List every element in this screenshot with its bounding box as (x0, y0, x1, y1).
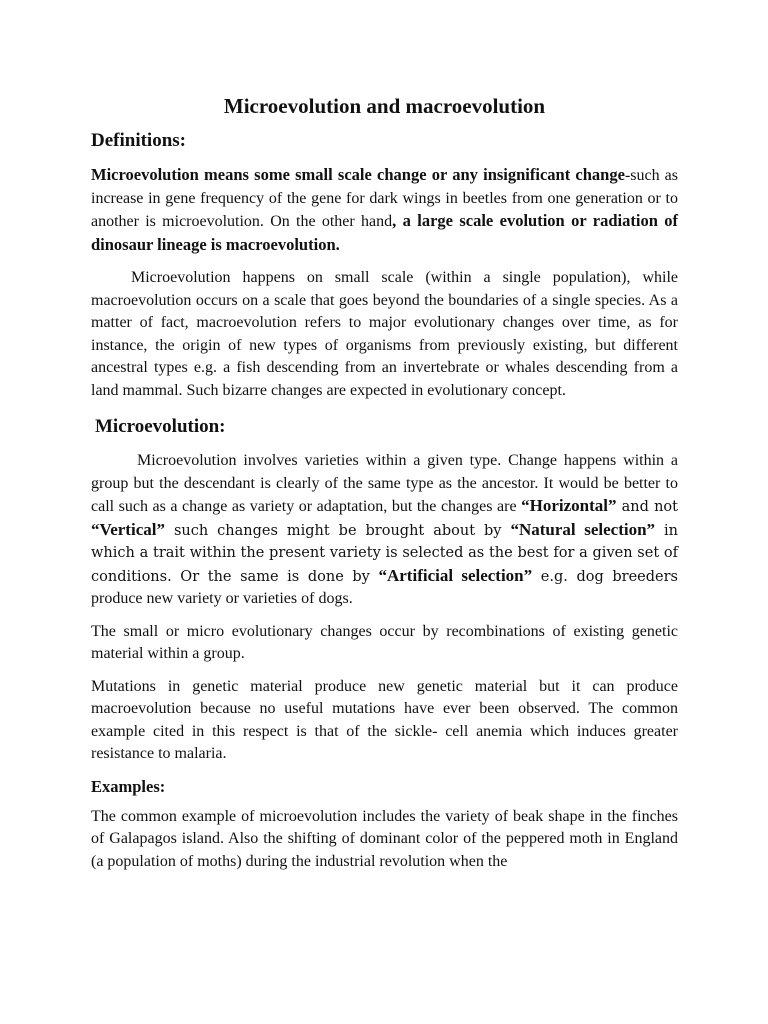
document-page (91, 92, 678, 883)
definitions-heading: Definitions: (91, 130, 186, 151)
microevolution-paragraph-3: Mutations in genetic material produce new genetic material but it can produce macroevolution because no useful mutations have ever been observed. The common example cited in this respect is that of the sickle- cell anemia which induces greater resistance to malaria. (91, 677, 678, 762)
term-natural-selection: “Natural selection” (510, 519, 656, 539)
microevolution-p1-mid: such changes might be brought about by (164, 522, 511, 539)
term-vertical: “Vertical” (91, 519, 165, 539)
microevolution-p1-eg: e.g. dog breeders (532, 568, 678, 585)
examples-heading: Examples: (91, 776, 166, 796)
page-title: Microevolution and macroevolution (223, 94, 546, 118)
definitions-paragraph (91, 164, 678, 257)
definition-microevolution-text: -such as increase in gene frequency of the gene for dark wings in beetles from one generation or to another is microevolution. On the other hand (91, 167, 679, 230)
microevolution-p1-end: produce new variety or varieties of dogs. (91, 590, 353, 607)
microevolution-heading: Microevolution: (95, 416, 226, 437)
definition-microevolution-bold: Microevolution means some small scale change or any insignificant change (91, 165, 625, 184)
examples-paragraph-1: The common example of microevolution includes the variety of beak shape in the finches of Galapagos island. Also the shifting of dominant color of the peppered moth in England (a population of moths) during the industrial revolution when the (91, 807, 678, 870)
microevolution-paragraph-2: The small or micro evolutionary changes occur by recombinations of existing genetic material within a group. (91, 622, 678, 662)
term-artificial-selection: “Artificial selection” (378, 565, 533, 585)
definition-macroevolution-bold: , a large scale evolution or radiation of dinosaur lineage is macroevolution. (91, 211, 679, 254)
microevolution-p1-mid2: in which a trait within the present variety is selected as the best for a given set of conditions. Or the same is done by (91, 522, 678, 585)
microevolution-p1-and-not: and not (616, 499, 678, 515)
microevolution-p1-start: Microevolution involves varieties within a given type. Change happens within a group but the descendant is clearly of the same type as the ancestor. It would be better to call such as a change as variety or adaptation, but the changes are (91, 452, 678, 515)
term-horizontal: “Horizontal” (521, 496, 617, 515)
definitions-paragraph-2: Microevolution happens on small scale (within a single population), while macroevolution occurs on a scale that goes beyond the boundaries of a single species. As a matter of fact, macroevolution refers to major evolutionary changes over time, as for instance, the origin of new types of organisms from previously existing, but different ancestral types e.g. a fish descending from an invertebrate or whales descending from a land mammal. Such bizarre changes are expected in evolutionary concept. (91, 269, 678, 399)
microevolution-paragraph-1 (91, 450, 678, 611)
